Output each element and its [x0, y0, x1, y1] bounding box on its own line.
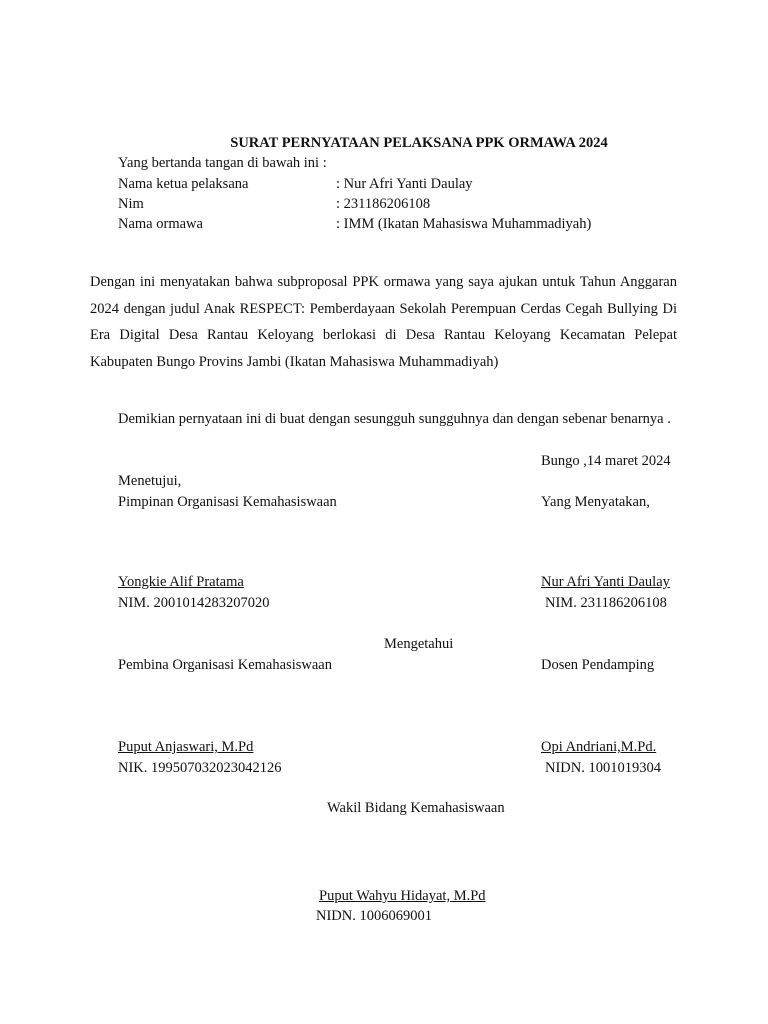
- field-value-ormawa: : IMM (Ikatan Mahasiswa Muhammadiyah): [336, 216, 592, 232]
- field-label-nim: Nim: [118, 196, 144, 212]
- left-signer-2-id: NIK. 199507032023042126: [118, 760, 282, 776]
- right-signer-id: NIM. 231186206108: [545, 595, 667, 611]
- field-value-ketua: : Nur Afri Yanti Daulay: [336, 176, 473, 192]
- left-role: Pimpinan Organisasi Kemahasiswaan: [118, 494, 337, 510]
- place-date: Bungo ,14 maret 2024: [541, 453, 671, 469]
- intro-text: Yang bertanda tangan di bawah ini :: [118, 155, 327, 171]
- field-value-nim: : 231186206108: [336, 196, 431, 212]
- left-signer-id: NIM. 2001014283207020: [118, 595, 270, 611]
- approve-label: Menetujui,: [118, 473, 182, 489]
- document-title: SURAT PERNYATAAN PELAKSANA PPK ORMAWA 2024: [230, 135, 608, 151]
- left-signer-name: Yongkie Alif Pratama: [118, 574, 244, 590]
- center-signer-name: Puput Wahyu Hidayat, M.Pd: [319, 888, 486, 904]
- body-paragraph: Dengan ini menyatakan bahwa subproposal PPK ormawa yang saya ajukan untuk Tahun Anggaran 2024 dengan judul Anak RESPECT: Pemberdayaan Sekolah Perempuan Cerdas Cegah Bullying Di Era Digital Desa Rantau Keloyang berlokasi di Desa Rantau Keloyang Kecamatan Pelepat Kabupaten Bungo Provins Jambi (Ikatan Mahasiswa Muhammadiyah): [90, 274, 677, 371]
- right-signer-name: Nur Afri Yanti Daulay: [541, 574, 670, 590]
- acknowledge-label: Mengetahui: [384, 636, 454, 652]
- left-signer-2-name: Puput Anjaswari, M.Pd: [118, 739, 254, 755]
- right-role-2: Dosen Pendamping: [541, 657, 655, 673]
- center-role: Wakil Bidang Kemahasiswaan: [327, 800, 505, 816]
- right-signer-2-name: Opi Andriani,M.Pd.: [541, 739, 657, 755]
- field-label-ketua: Nama ketua pelaksana: [118, 176, 249, 192]
- left-role-2: Pembina Organisasi Kemahasiswaan: [118, 657, 332, 673]
- center-signer-id: NIDN. 1006069001: [316, 908, 432, 924]
- right-role: Yang Menyatakan,: [541, 494, 650, 510]
- field-label-ormawa: Nama ormawa: [118, 216, 203, 232]
- right-signer-2-id: NIDN. 1001019304: [545, 760, 661, 776]
- closing-statement: Demikian pernyataan ini di buat dengan sesungguh sungguhnya dan dengan sebenar benarnya .: [118, 411, 671, 427]
